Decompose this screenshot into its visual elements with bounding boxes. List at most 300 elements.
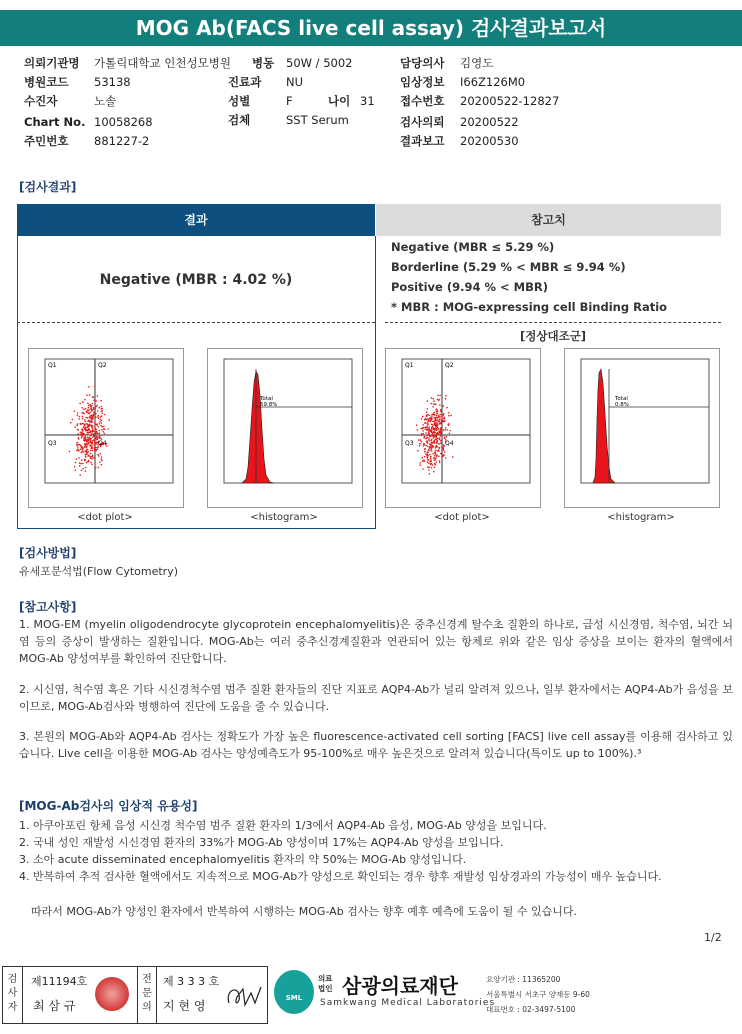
dot-point <box>439 462 441 464</box>
dot-point <box>431 467 433 469</box>
ref-mbr-note: * MBR : MOG-expressing cell Binding Ratio <box>391 300 668 314</box>
dot-point <box>100 453 102 455</box>
section-utility: [MOG-Ab검사의 임상적 유용성] <box>19 799 198 813</box>
dot-point <box>428 466 430 468</box>
dot-point <box>423 444 425 446</box>
dot-point <box>420 428 422 430</box>
dot-point <box>89 429 91 431</box>
dot-point <box>93 444 95 446</box>
dot-point <box>101 456 103 458</box>
dot-point <box>440 429 442 431</box>
dot-point <box>427 449 429 451</box>
dot-point <box>90 417 92 419</box>
dot-point <box>441 409 443 411</box>
dot-point <box>431 441 433 443</box>
dot-point <box>92 428 94 430</box>
dot-point <box>431 432 433 434</box>
dot-point <box>82 428 84 430</box>
dot-point <box>100 400 102 402</box>
org-small-1: 의료 <box>318 974 333 983</box>
dot-point <box>96 400 98 402</box>
dot-point <box>103 431 105 433</box>
dot-point <box>77 442 79 444</box>
dot-point <box>425 422 427 424</box>
dot-point <box>433 400 435 402</box>
dot-point <box>87 439 89 441</box>
quadrant-label: Q3 <box>405 440 414 447</box>
dot-point <box>434 432 436 434</box>
dot-point <box>430 456 432 458</box>
quadrant-label: Q2 <box>98 362 107 369</box>
dot-point <box>87 426 89 428</box>
dot-point <box>427 400 429 402</box>
dot-point <box>433 437 435 439</box>
dot-point <box>96 436 98 438</box>
dot-point <box>434 424 436 426</box>
dot-point <box>422 468 424 470</box>
dot-point <box>83 413 85 415</box>
dot-point <box>85 470 87 472</box>
dot-point <box>97 395 99 397</box>
dot-point <box>94 422 96 424</box>
dot-point <box>91 463 93 465</box>
dot-point <box>437 395 439 397</box>
quadrant-label: Q1 <box>405 362 414 369</box>
dot-point <box>418 439 420 441</box>
dot-point <box>425 438 427 440</box>
dot-point <box>438 456 440 458</box>
age: 31 <box>360 94 375 108</box>
dot-point <box>449 433 451 435</box>
dot-point <box>81 437 83 439</box>
dot-point <box>443 414 445 416</box>
dot-point <box>436 413 438 415</box>
info-label: 검사의뢰 <box>400 115 445 129</box>
dot-point <box>84 433 86 435</box>
sml-logo-text: SML <box>285 994 303 1002</box>
dot-point <box>82 449 84 451</box>
dot-point <box>95 416 97 418</box>
ref-negative: Negative (MBR ≤ 5.29 %) <box>391 240 555 254</box>
doctor: 김영도 <box>460 56 494 70</box>
caption-dot-plot: <dot plot> <box>434 512 490 523</box>
dot-point <box>93 411 95 413</box>
histogram-total-label: Total <box>260 396 273 402</box>
info-label: 병원코드 <box>24 75 69 89</box>
dot-point <box>107 428 109 430</box>
dot-point <box>95 408 97 410</box>
info-label: 검체 <box>228 113 251 127</box>
dot-point <box>426 427 428 429</box>
dot-point <box>432 446 434 448</box>
dot-point <box>435 450 437 452</box>
dot-point <box>422 457 424 459</box>
caption-histogram: <histogram> <box>607 512 675 523</box>
dot-point <box>86 453 88 455</box>
signature <box>223 981 263 1011</box>
dot-point <box>445 398 447 400</box>
dot-point <box>444 451 446 453</box>
dot-point <box>87 417 89 419</box>
dot-point <box>448 412 450 414</box>
dot-point <box>89 438 91 440</box>
dot-point <box>93 413 95 415</box>
dot-point <box>427 435 429 437</box>
dot-point <box>422 460 424 462</box>
dot-point <box>98 423 100 425</box>
dot-point <box>92 455 94 457</box>
histogram-total-value: 0.8% <box>615 402 629 408</box>
sex: F <box>286 94 293 108</box>
dot-point <box>427 421 429 423</box>
dot-point <box>95 406 97 408</box>
receipt-number: 20200522-12827 <box>460 94 560 108</box>
dot-point <box>84 419 86 421</box>
dot-point <box>80 423 82 425</box>
dot-point <box>88 419 90 421</box>
dot-point <box>101 422 103 424</box>
dot-point <box>441 412 443 414</box>
dot-point <box>428 433 430 435</box>
dot-point <box>424 436 426 438</box>
contact-code: 요양기관 : 11365200 <box>486 975 561 984</box>
dot-point <box>101 408 103 410</box>
dot-point <box>86 394 88 396</box>
control-histogram <box>564 348 720 508</box>
dot-point <box>428 440 430 442</box>
dot-point <box>78 457 80 459</box>
dot-point <box>92 403 94 405</box>
dot-point <box>438 417 440 419</box>
dot-point <box>445 429 447 431</box>
dot-point <box>432 453 434 455</box>
dot-point <box>450 415 452 417</box>
dot-point <box>425 453 427 455</box>
dot-point <box>90 442 92 444</box>
dot-point <box>85 417 87 419</box>
dot-point <box>433 421 435 423</box>
info-block <box>24 54 734 154</box>
dot-point <box>85 450 87 452</box>
dot-point <box>441 415 443 417</box>
dot-point <box>84 424 86 426</box>
dot-point <box>445 457 447 459</box>
dot-point <box>77 415 79 417</box>
dot-point <box>435 464 437 466</box>
dot-point <box>427 418 429 420</box>
request-date: 20200522 <box>460 115 519 129</box>
dot-point <box>89 444 91 446</box>
dot-point <box>436 410 438 412</box>
dot-point <box>446 436 448 438</box>
dot-point <box>434 417 436 419</box>
dot-point <box>433 413 435 415</box>
dot-point <box>108 419 110 421</box>
dot-point <box>420 439 422 441</box>
dot-point <box>93 407 95 409</box>
dot-point <box>82 433 84 435</box>
dot-point <box>89 404 91 406</box>
dot-point <box>443 429 445 431</box>
dot-point <box>434 429 436 431</box>
info-label: 병동 <box>252 56 275 70</box>
reference-header: 참고치 <box>376 204 721 236</box>
dot-point <box>439 395 441 397</box>
dot-point <box>98 418 100 420</box>
dot-point <box>97 410 99 412</box>
dot-point <box>441 424 443 426</box>
tester-label: 검사자 <box>3 967 23 1023</box>
dot-point <box>440 442 442 444</box>
dot-point <box>440 453 442 455</box>
dot-point <box>87 434 89 436</box>
ward: 50W / 5002 <box>286 56 353 70</box>
dot-point <box>430 458 432 460</box>
dot-point <box>452 456 454 458</box>
dot-point <box>89 424 91 426</box>
result-value: Negative (MBR : 4.02 %) <box>99 272 293 288</box>
dot-point <box>86 441 88 443</box>
dot-point <box>424 448 426 450</box>
dot-point <box>86 429 88 431</box>
dot-point <box>94 457 96 459</box>
dot-point <box>437 429 439 431</box>
dot-point <box>439 421 441 423</box>
dot-point <box>92 416 94 418</box>
dot-point <box>439 432 441 434</box>
dot-point <box>81 431 83 433</box>
dot-point <box>95 438 97 440</box>
dot-point <box>81 412 83 414</box>
dot-point <box>431 397 433 399</box>
dot-point <box>81 451 83 453</box>
histogram-svg <box>208 349 362 507</box>
dot-point <box>421 418 423 420</box>
dot-point <box>78 444 80 446</box>
dot-point <box>74 466 76 468</box>
dot-point <box>85 408 87 410</box>
dot-point <box>75 469 77 471</box>
dot-point <box>422 416 424 418</box>
dot-point <box>429 473 431 475</box>
dot-point <box>103 426 105 428</box>
dot-point <box>104 429 106 431</box>
dot-point <box>95 449 97 451</box>
dot-point <box>101 415 103 417</box>
dot-point <box>82 401 84 403</box>
dot-point <box>85 467 87 469</box>
dot-point <box>421 441 423 443</box>
histogram-svg <box>565 349 719 507</box>
dot-point <box>94 427 96 429</box>
dot-point <box>442 456 444 458</box>
dot-point <box>90 420 92 422</box>
dot-point <box>439 447 441 449</box>
resident-number: 881227-2 <box>94 134 150 148</box>
dot-point <box>439 460 441 462</box>
dot-point <box>434 466 436 468</box>
dot-point <box>79 474 81 476</box>
dot-point <box>83 408 85 410</box>
dot-point <box>432 406 434 408</box>
dot-point <box>436 430 438 432</box>
control-dot-plot <box>385 348 541 508</box>
dot-point <box>429 461 431 463</box>
dot-point <box>81 459 83 461</box>
dot-point <box>435 447 437 449</box>
dot-point <box>97 454 99 456</box>
dot-point <box>439 437 441 439</box>
info-label: 담당의사 <box>400 56 445 70</box>
dot-point <box>430 439 432 441</box>
dot-point <box>94 386 96 388</box>
dot-point <box>82 423 84 425</box>
dot-point <box>417 429 419 431</box>
utility-1: 1. 아쿠아포린 항체 음성 시신경 척수염 범주 질환 환자의 1/3에서 AQP4-Ab 음성, MOG-Ab 양성을 보입니다. <box>19 819 547 832</box>
info-label: 수진자 <box>24 94 58 108</box>
caption-histogram: <histogram> <box>250 512 318 523</box>
dot-point <box>427 466 429 468</box>
dot-point <box>85 456 87 458</box>
dot-point <box>79 403 81 405</box>
dot-point <box>433 427 435 429</box>
dot-point <box>90 462 92 464</box>
dot-point <box>97 434 99 436</box>
note-1: 1. MOG-EM (myelin oligodendrocyte glycoprotein encephalomyelitis)은 중추신경계 탈수초 질환의 하나로, 급성 시신경염, 척수염, 뇌간 뇌염 등의 증상이 발생하는 질환입니다. MOG-Ab는 여러 중추신경계질환과 연관되어 있는 항체로 위와 같은 임상 증상을 보이는 환자의 혈액에서 MOG-Ab 양성여부를 확인하여 진단합니다. <box>19 618 733 665</box>
dot-point <box>87 410 89 412</box>
dot-point <box>87 452 89 454</box>
dot-point <box>90 449 92 451</box>
tester-number: 제11194호 <box>31 975 88 988</box>
dot-point <box>91 443 93 445</box>
dot-point <box>91 422 93 424</box>
dot-point <box>82 418 84 420</box>
dot-point <box>424 451 426 453</box>
dot-point <box>424 428 426 430</box>
dot-point <box>436 425 438 427</box>
info-label: 결과보고 <box>400 134 445 148</box>
dot-point <box>98 467 100 469</box>
dot-point <box>427 453 429 455</box>
dot-point <box>93 396 95 398</box>
dot-point <box>427 446 429 448</box>
dot-point <box>439 404 441 406</box>
divider <box>17 322 375 323</box>
dot-point <box>97 416 99 418</box>
dot-point <box>426 411 428 413</box>
dot-point <box>92 437 94 439</box>
dot-point <box>93 434 95 436</box>
dot-point <box>85 447 87 449</box>
dot-point <box>88 438 90 440</box>
dot-point <box>82 468 84 470</box>
dot-point <box>85 423 87 425</box>
dot-point <box>440 435 442 437</box>
dot-point <box>99 421 101 423</box>
dot-point <box>429 454 431 456</box>
dot-point <box>77 423 79 425</box>
caption-dot-plot: <dot plot> <box>77 512 133 523</box>
dot-point <box>431 418 433 420</box>
signature-box <box>2 966 268 1024</box>
quadrant-label: Q3 <box>48 440 57 447</box>
dot-point <box>84 437 86 439</box>
dot-point <box>101 458 103 460</box>
histogram-total-label: Total <box>615 396 628 402</box>
dot-point <box>89 394 91 396</box>
dot-point <box>435 458 437 460</box>
dot-point <box>88 405 90 407</box>
dot-point <box>76 425 78 427</box>
dot-point <box>94 441 96 443</box>
footer <box>2 966 740 1026</box>
dot-point <box>90 415 92 417</box>
dot-point <box>428 431 430 433</box>
dot-point <box>434 455 436 457</box>
dot-point <box>426 416 428 418</box>
dot-point <box>434 435 436 437</box>
dot-point <box>439 416 441 418</box>
sml-logo-icon <box>274 970 314 1014</box>
dot-point <box>77 434 79 436</box>
dot-point <box>431 424 433 426</box>
dot-point <box>86 445 88 447</box>
dot-point <box>440 440 442 442</box>
dot-point <box>93 408 95 410</box>
dot-point <box>91 405 93 407</box>
dot-point <box>430 403 432 405</box>
dot-point <box>98 426 100 428</box>
dot-point <box>426 414 428 416</box>
method-text: 유세포분석법(Flow Cytometry) <box>19 565 179 578</box>
dot-point <box>87 455 89 457</box>
dot-point <box>88 461 90 463</box>
dot-point <box>94 430 96 432</box>
dot-point <box>422 424 424 426</box>
dot-point <box>83 451 85 453</box>
ref-positive: Positive (9.94 % < MBR) <box>391 280 548 294</box>
dot-point <box>435 439 437 441</box>
dot-point <box>78 449 80 451</box>
seal-stamp <box>95 977 129 1011</box>
chart-number: 10058268 <box>94 115 153 129</box>
info-label: 주민번호 <box>24 134 69 148</box>
dot-point <box>90 434 92 436</box>
dot-point <box>416 424 418 426</box>
dot-point <box>101 420 103 422</box>
dot-point <box>426 419 428 421</box>
dot-point <box>441 446 443 448</box>
sample-histogram <box>207 348 363 508</box>
dot-point <box>420 462 422 464</box>
clinical-info: I66Z126M0 <box>460 75 526 89</box>
dot-point <box>439 418 441 420</box>
dot-point <box>90 412 92 414</box>
dot-point <box>424 460 426 462</box>
dot-point <box>441 448 443 450</box>
dot-point <box>96 425 98 427</box>
dot-point <box>86 462 88 464</box>
dot-point <box>439 439 441 441</box>
note-3: 3. 본원의 MOG-Ab와 AQP4-Ab 검사는 정확도가 가장 높은 fluorescence-activated cell sorting [FACS] live cell assay를 이용해 검사하고 있습니다. Live cell을 이용한 MOG-Ab 검사는 양성예측도가 95-100%로 매우 높은것으로 알려져 있습니다(특이도 up to 100%).³ <box>19 730 733 760</box>
report-title: MOG Ab(FACS live cell assay) 검사결과보고서 <box>0 10 742 46</box>
dot-point <box>436 419 438 421</box>
dot-point <box>425 445 427 447</box>
dot-point <box>430 436 432 438</box>
dot-point <box>429 430 431 432</box>
org-small-2: 법인 <box>318 984 333 993</box>
dot-point <box>446 407 448 409</box>
